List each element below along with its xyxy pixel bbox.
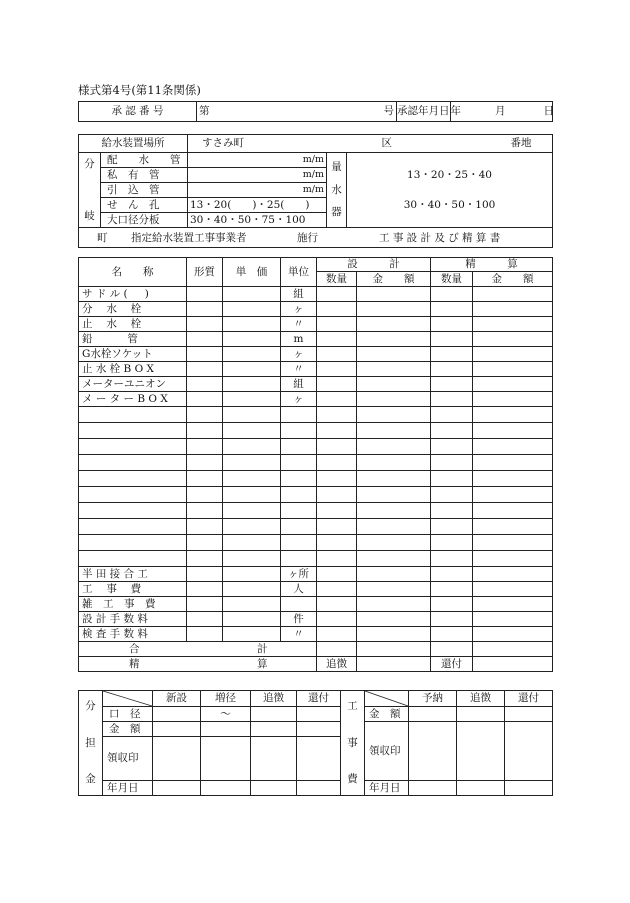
pipe-name: 配 水 管 <box>101 153 188 168</box>
item-unit: 件 <box>281 612 317 627</box>
item-unit: 〃 <box>281 627 317 642</box>
blank-row <box>79 423 553 439</box>
burden-char: 分 <box>85 700 96 713</box>
fee-diagonal <box>365 691 409 707</box>
burden-col: 新設 <box>153 691 201 707</box>
refund-label: 還付 <box>431 657 473 672</box>
item-unit: ヶ <box>281 392 317 407</box>
header-settlement: 精 算 <box>431 258 553 272</box>
meter-char: 器 <box>331 206 342 219</box>
item-unit: 人 <box>281 582 317 597</box>
additional-label: 追徴 <box>317 657 357 672</box>
meter-char: 水 <box>331 183 342 196</box>
item-unit: 組 <box>281 377 317 392</box>
item-unit: 〃 <box>281 362 317 377</box>
form-label: 様式第4号(第11条関係) <box>78 83 201 97</box>
blank-row <box>79 407 553 423</box>
burden-row-label: 口 径 <box>103 707 153 722</box>
fee-col: 追徴 <box>457 691 505 707</box>
location-town: すさみ町 <box>202 137 244 150</box>
header-price: 単 価 <box>223 258 281 287</box>
burden-col: 増径 <box>201 691 251 707</box>
branch-top: 分 <box>84 157 95 170</box>
approval-table <box>78 101 553 122</box>
header-unit: 単位 <box>281 258 317 287</box>
fee-char: 工 <box>347 700 358 713</box>
burden-row-label: 金 額 <box>103 722 153 737</box>
blank-row <box>79 455 553 471</box>
burden-col: 追徴 <box>251 691 297 707</box>
pipe-unit: m/m <box>188 153 327 168</box>
pipe-unit: m/m <box>188 168 327 183</box>
item-name: 止 水 栓 <box>79 317 187 332</box>
fee-row-label: 年月日 <box>365 781 409 796</box>
approval-number-dai: 第 <box>197 102 317 122</box>
burden-row-label: 領収印 <box>103 737 153 781</box>
header-settle-qty: 数量 <box>431 272 473 287</box>
pipe-unit: m/m <box>188 183 327 198</box>
item-name: 設 計 手 数 料 <box>79 612 187 627</box>
pipe-name: 私 有 管 <box>101 168 188 183</box>
title-execution: 施行 <box>297 232 318 244</box>
burden-char: 金 <box>85 773 96 786</box>
blank-row <box>79 471 553 487</box>
fee-col: 還付 <box>505 691 553 707</box>
header-name: 名 称 <box>79 258 187 287</box>
burden-tilde: ～ <box>201 707 251 722</box>
burden-col: 還付 <box>297 691 341 707</box>
total-label-left: 合 <box>129 643 140 655</box>
burden-table <box>78 690 341 796</box>
items-table <box>78 257 553 672</box>
burden-char: 担 <box>85 736 96 749</box>
item-unit: ヶ <box>281 302 317 317</box>
header-label: 大口径分板 <box>101 213 188 228</box>
blank-row <box>79 551 553 567</box>
item-name: 雑 工 事 費 <box>79 597 187 612</box>
meter-char: 量 <box>331 161 342 174</box>
location-ku: 区 <box>381 137 392 150</box>
settle-label-left: 精 <box>129 658 140 670</box>
item-unit: 〃 <box>281 317 317 332</box>
construction-fee-table <box>340 690 553 796</box>
total-label-right: 計 <box>257 643 268 655</box>
approval-number-go: 号 <box>383 105 394 118</box>
fee-col: 予納 <box>409 691 457 707</box>
fee-row-label: 金 額 <box>365 707 409 722</box>
item-name: 分 水 栓 <box>79 302 187 317</box>
blank-row <box>79 487 553 503</box>
meter-sizes-1: 13・20・25・40 <box>407 168 492 181</box>
blank-row <box>79 503 553 519</box>
approval-year: 年 <box>450 105 461 118</box>
item-unit: ヶ所 <box>281 567 317 582</box>
header-value: 30・40・50・75・100 <box>188 213 327 228</box>
blank-row <box>79 519 553 535</box>
pipe-name: 引 込 管 <box>101 183 188 198</box>
header-design: 設 計 <box>317 258 431 272</box>
item-unit: ヶ <box>281 347 317 362</box>
item-name: メ ー タ ー B O X <box>79 392 187 407</box>
header-type: 形質 <box>187 258 223 287</box>
approval-date-label: 承認年月日 <box>397 102 451 121</box>
tap-label: せ ん 孔 <box>101 198 188 213</box>
title-town: 町 <box>97 232 108 244</box>
item-unit: m <box>281 332 317 347</box>
item-name: 検 査 手 数 料 <box>79 627 187 642</box>
approval-month: 月 <box>495 105 506 118</box>
blank-row <box>79 535 553 551</box>
item-unit <box>281 597 317 612</box>
title-contractor: 指定給水装置工事事業者 <box>131 232 247 244</box>
approval-number-label: 承 認 番 号 <box>79 102 197 122</box>
item-name: メーターユニオン <box>79 377 187 392</box>
fee-row-label: 領収印 <box>365 722 409 781</box>
blank-row <box>79 439 553 455</box>
location-banchi: 番地 <box>510 137 532 150</box>
item-unit: 組 <box>281 287 317 302</box>
fee-char: 費 <box>347 773 358 786</box>
item-name: 工 事 費 <box>79 582 187 597</box>
meter-sizes-2: 30・40・50・100 <box>403 199 496 211</box>
header-design-amount: 金 額 <box>357 272 431 287</box>
fee-char: 事 <box>347 736 358 749</box>
burden-row-label: 年月日 <box>103 781 153 796</box>
header-settle-amount: 金 額 <box>473 272 553 287</box>
approval-day: 日 <box>543 105 554 118</box>
item-name: サ ド ル ( ) <box>79 287 187 302</box>
location-label: 給水装置場所 <box>79 135 188 153</box>
document-title: 工 事 設 計 及 び 精 算 書 <box>379 232 501 244</box>
device-table <box>78 134 553 248</box>
header-design-qty: 数量 <box>317 272 357 287</box>
tap-value: 13・20( )・25( ) <box>188 198 327 213</box>
burden-diagonal <box>103 691 153 707</box>
item-name: 鉛 管 <box>79 332 187 347</box>
item-name: 止 水 栓 B O X <box>79 362 187 377</box>
item-name: 半 田 接 合 工 <box>79 567 187 582</box>
branch-bottom: 岐 <box>84 210 95 222</box>
settle-label-right: 算 <box>257 658 268 670</box>
item-name: G水栓ソケット <box>79 347 187 362</box>
